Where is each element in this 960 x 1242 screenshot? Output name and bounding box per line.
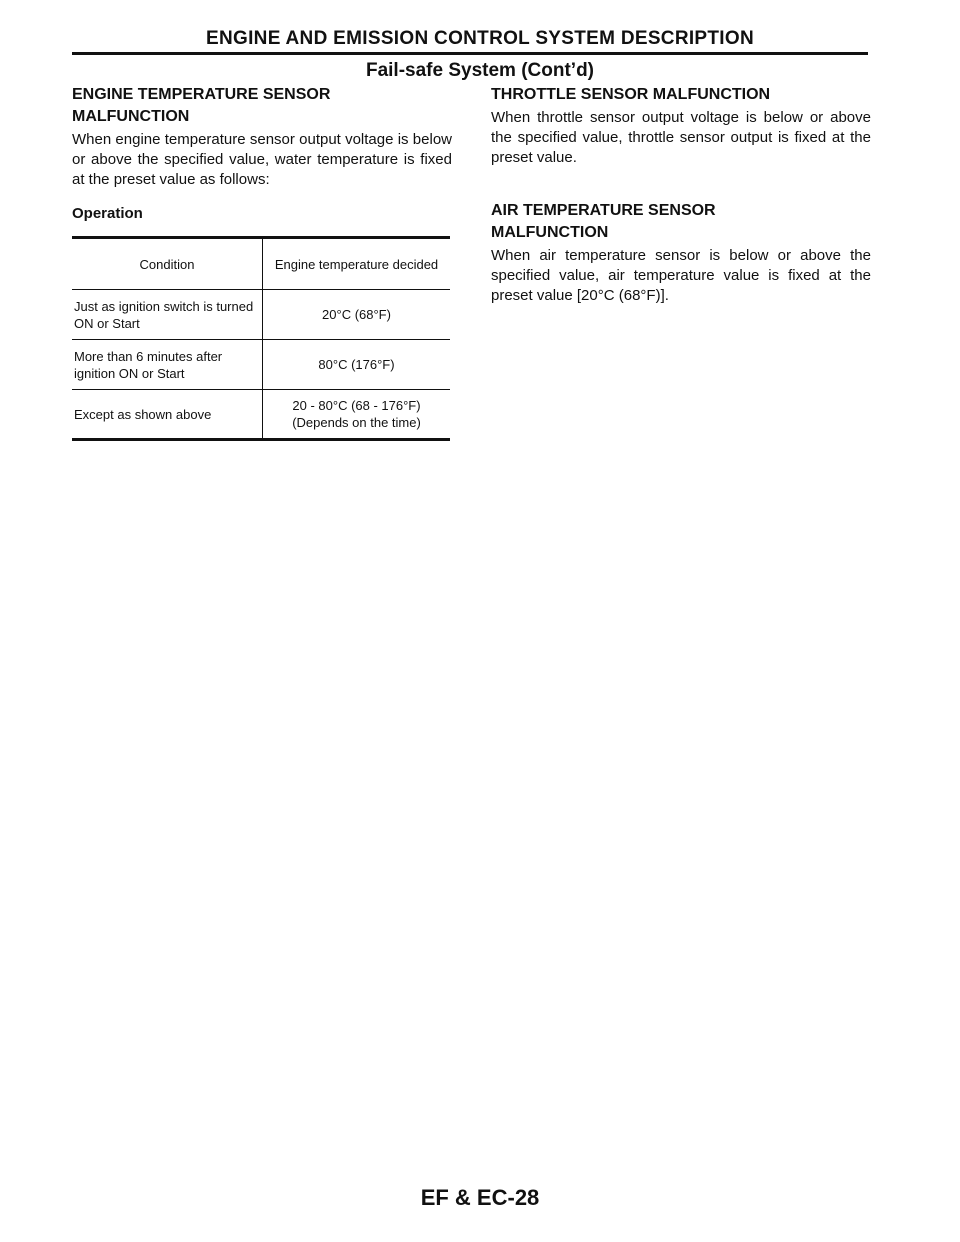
air-temp-heading-line1: AIR TEMPERATURE SENSOR xyxy=(491,202,716,219)
throttle-body: When throttle sensor output voltage is below or above the specified value, throttle sensor output is fixed at the preset value. xyxy=(491,109,871,166)
engine-temp-heading-line2: MALFUNCTION xyxy=(72,108,190,125)
operation-label: Operation xyxy=(72,205,143,222)
row-temperature: 20°C (68°F) xyxy=(322,307,391,322)
page-header-title: ENGINE AND EMISSION CONTROL SYSTEM DESCRIPTION xyxy=(206,28,754,49)
section-title: Fail-safe System (Cont’d) xyxy=(365,60,595,81)
air-temp-body: When air temperature sensor is below or above the specified value, air temperature value is fixed at the preset value [20°C (68°F)]. xyxy=(491,247,871,304)
row-condition: Just as ignition switch is turned ON or Start xyxy=(72,290,263,340)
left-column xyxy=(72,84,452,190)
table-row xyxy=(72,340,450,390)
page-number: EF & EC-28 xyxy=(420,1185,540,1210)
row-condition: Except as shown above xyxy=(72,390,263,440)
air-temp-heading-line2: MALFUNCTION xyxy=(491,224,609,241)
engine-temp-heading-line1: ENGINE TEMPERATURE SENSOR xyxy=(72,86,331,103)
throttle-heading: THROTTLE SENSOR MALFUNCTION xyxy=(491,86,771,103)
table-row xyxy=(72,390,450,440)
table-row xyxy=(72,290,450,340)
header-condition: Condition xyxy=(72,238,263,290)
row-condition: More than 6 minutes after ignition ON or Start xyxy=(72,340,263,390)
header-rule xyxy=(72,52,868,55)
header-engine-temp: Engine temperature decided xyxy=(274,256,439,272)
engine-temp-table xyxy=(72,236,450,441)
row-temperature: 20 - 80°C (68 - 176°F) (Depends on the time) xyxy=(292,398,421,430)
table-header-row xyxy=(72,238,450,290)
row-temperature: 80°C (176°F) xyxy=(318,357,395,372)
engine-temp-body: When engine temperature sensor output voltage is below or above the specified value, water temperature is fixed at the preset value as follows: xyxy=(72,131,452,188)
right-column xyxy=(491,84,871,306)
